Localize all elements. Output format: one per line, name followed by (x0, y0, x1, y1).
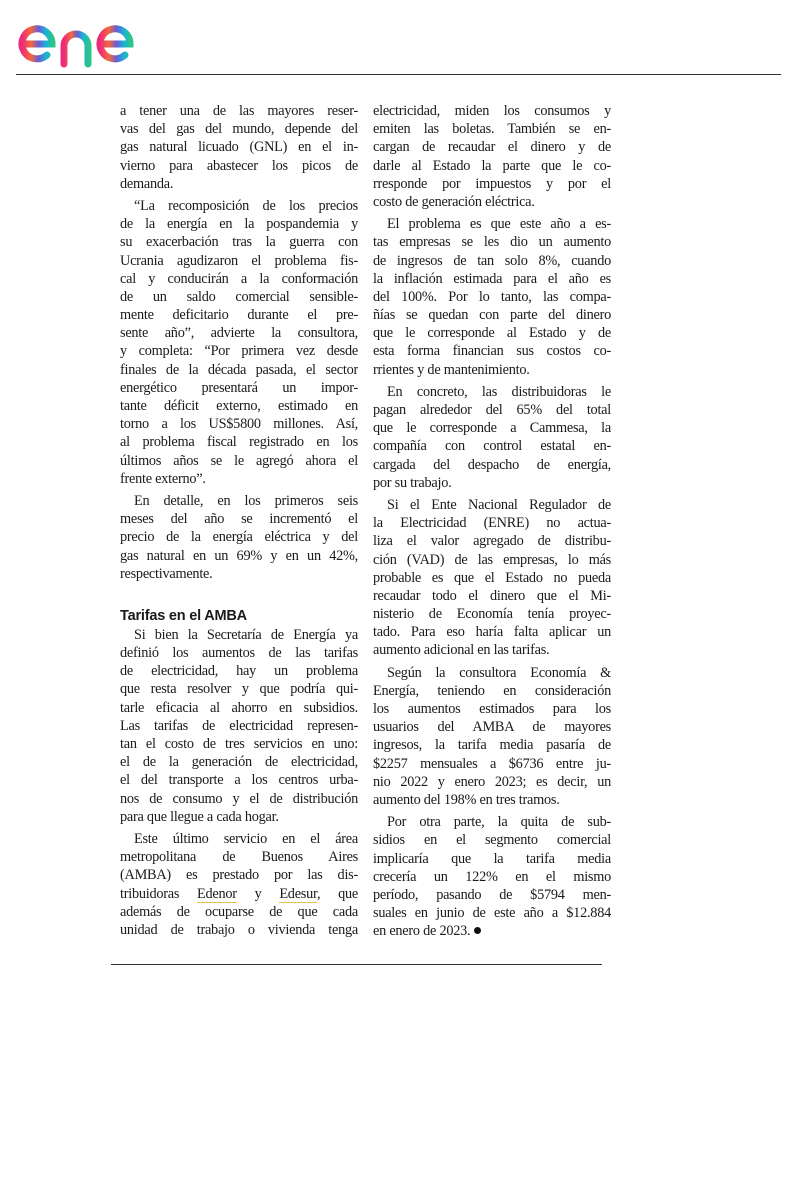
text-line: el de la generación de electricidad, (120, 754, 358, 771)
text-line: demanda. (120, 175, 174, 192)
text-line: electricidad, miden los consumos y (373, 103, 611, 119)
text-line: que le corresponde a Cammesa, la (373, 420, 611, 437)
text-line: en enero de 2023. (373, 922, 611, 940)
text-line: últimos años se le agregó ahora el (120, 452, 358, 469)
text-line: que le corresponde al Estado y de (373, 325, 611, 342)
article-column-right (373, 102, 611, 940)
text-line: cal y conducirán a la conformación (120, 270, 358, 287)
text-line: ñías se quedan con parte del dinero (373, 307, 611, 324)
text-line: torno a los US$5800 millones. Así, (120, 416, 358, 433)
text-line: aumento del 198% en tres tramos. (373, 791, 560, 808)
edenor-link[interactable]: Edenor (197, 885, 237, 902)
text-line: compañía con control estatal en- (373, 438, 611, 455)
text-line: ción (VAD) de las empresas, lo más (373, 551, 611, 568)
text-line: “La recomposición de los precios (134, 197, 358, 214)
text-line: recaudar todo el dinero que el Mi- (373, 587, 611, 604)
text-line: del 100%. Por lo tanto, las compa- (373, 288, 611, 305)
text-line: Este último servicio en el área (134, 830, 358, 847)
text-line: tado. Para eso haría falta aplicar un (373, 624, 611, 641)
text-line: tan el costo de tres servicios en uno: (120, 736, 358, 752)
text-line: que resta resolver y que podría qui- (120, 681, 358, 698)
text-line: de electricidad, hay un problema (120, 663, 358, 680)
text-line: esta forma financian sus costos co- (373, 343, 611, 360)
text-line: la inflación estimada para el año es (373, 270, 611, 287)
article-column-left (120, 102, 358, 939)
text-line: (AMBA) es prestado por las dis- (120, 867, 358, 884)
text-line: metropolitana de Buenos Aires (120, 849, 358, 866)
text-line: unidad de trabajo o vivienda tenga (120, 921, 358, 938)
text-line: nos de consumo y el de distribución (120, 790, 358, 807)
text-line: frente externo”. (120, 470, 206, 487)
text-line: cargada del despacho de energía, (373, 456, 611, 473)
end-mark-icon (474, 927, 481, 934)
text-line: Ucrania agudizaron el problema fis- (120, 252, 358, 269)
text-line: y completa: “Por primera vez desde (120, 343, 358, 360)
text-line: definió los aumentos de las tarifas (120, 645, 358, 662)
text-line: el del transporte a los centros urba- (120, 772, 358, 789)
text-line: sidios en el segmento comercial (373, 832, 611, 849)
text-line: darle al Estado la parte que le co- (373, 157, 611, 174)
text-line: nio 2022 y enero 2023; es decir, un (373, 773, 611, 790)
text-line: nisterio de Economía tenía proyec- (373, 606, 611, 623)
text-line: emiten las boletas. También se en- (373, 121, 611, 138)
text-line: ingresos, la tarifa media pasaría de (373, 737, 611, 754)
text-line: gas natural licuado (GNL) en el in- (120, 139, 358, 156)
text-line: liza el valor agregado de distribu- (373, 533, 611, 550)
text-line: de la energía en la pospandemia y (120, 216, 358, 233)
text-line: El problema es que este año a es- (387, 216, 611, 233)
text-line: mente deficitario durante el pre- (120, 307, 358, 324)
text-line: Las tarifas de electricidad represen- (120, 717, 358, 734)
header-rule (16, 74, 781, 75)
text-line: además de ocuparse de que cada (120, 903, 358, 920)
text-line: cargan de recaudar el dinero y de (373, 139, 611, 156)
text-line: pagan alrededor del 65% del total (373, 402, 611, 418)
text-line: rrientes y de mantenimiento. (373, 361, 530, 378)
text-line: En detalle, en los primeros seis (134, 492, 358, 509)
footer-rule (111, 964, 602, 965)
text-line: crecería un 122% en el mismo (373, 868, 611, 885)
text-line: finales de la década pasada, el sector (120, 361, 358, 378)
text-line: Si el Ente Nacional Regulador de (387, 496, 611, 513)
text-line: implicaría que la tarifa media (373, 850, 611, 867)
text-line: sente año”, advierte la consultora, (120, 325, 358, 342)
text-line: los aumentos estimados para los (373, 701, 611, 717)
text-line: para que llegue a cada hogar. (120, 808, 279, 825)
text-line: Según la consultora Economía & (387, 664, 611, 681)
text-line: En concreto, las distribuidoras le (387, 383, 611, 400)
text-line: Energía, teniendo en consideración (373, 682, 611, 699)
section-subhead: Tarifas en el AMBA (120, 607, 247, 624)
text-line: al problema fiscal registrado en los (120, 434, 358, 451)
text-line: costo de generación eléctrica. (373, 193, 535, 210)
text-line: Por otra parte, la quita de sub- (387, 814, 611, 831)
text-line: de ingresos de tan solo 8%, cuando (373, 252, 611, 269)
text-line: usuarios del AMBA de mayores (373, 719, 611, 736)
text-line: vas del gas del mundo, depende del (120, 121, 358, 138)
enel-logo (16, 8, 176, 70)
text-line: respectivamente. (120, 565, 213, 582)
edesur-link[interactable]: Edesur (279, 885, 317, 902)
text-line: energético presentará un impor- (120, 379, 358, 396)
text-line: a tener una de las mayores reser- (120, 103, 358, 119)
text-line: tante déficit externo, estimado en (120, 398, 358, 414)
text-line: gas natural en un 69% y en un 42%, (120, 547, 358, 564)
text-line: su exacerbación tras la guerra con (120, 234, 358, 251)
text-line: rresponde por impuestos y por el (373, 175, 611, 192)
text-line: período, pasando de $5794 men- (373, 886, 611, 903)
text-line: vierno para abastecer los picos de (120, 157, 358, 174)
text-line: tribuidoras Edenor y Edesur, que (120, 885, 358, 902)
text-line: $2257 mensuales a $6736 entre ju- (373, 755, 611, 772)
text-line: la Electricidad (ENRE) no actua- (373, 515, 611, 532)
text-line: tarle eficacia al ahorro en subsidios. (120, 699, 358, 716)
text-line: de un saldo comercial sensible- (120, 288, 358, 305)
text-line: Si bien la Secretaría de Energía ya (134, 626, 358, 643)
text-line: meses del año se incrementó el (120, 511, 358, 528)
text-line: suales en junio de este año a $12.884 (373, 905, 611, 922)
text-line: aumento adicional en las tarifas. (373, 642, 550, 659)
text-line: probable es que el Estado no pueda (373, 569, 611, 586)
text-line: tas empresas se les dio un aumento (373, 234, 611, 251)
text-line: precio de la energía eléctrica y del (120, 529, 358, 546)
text-line: por su trabajo. (373, 474, 452, 491)
